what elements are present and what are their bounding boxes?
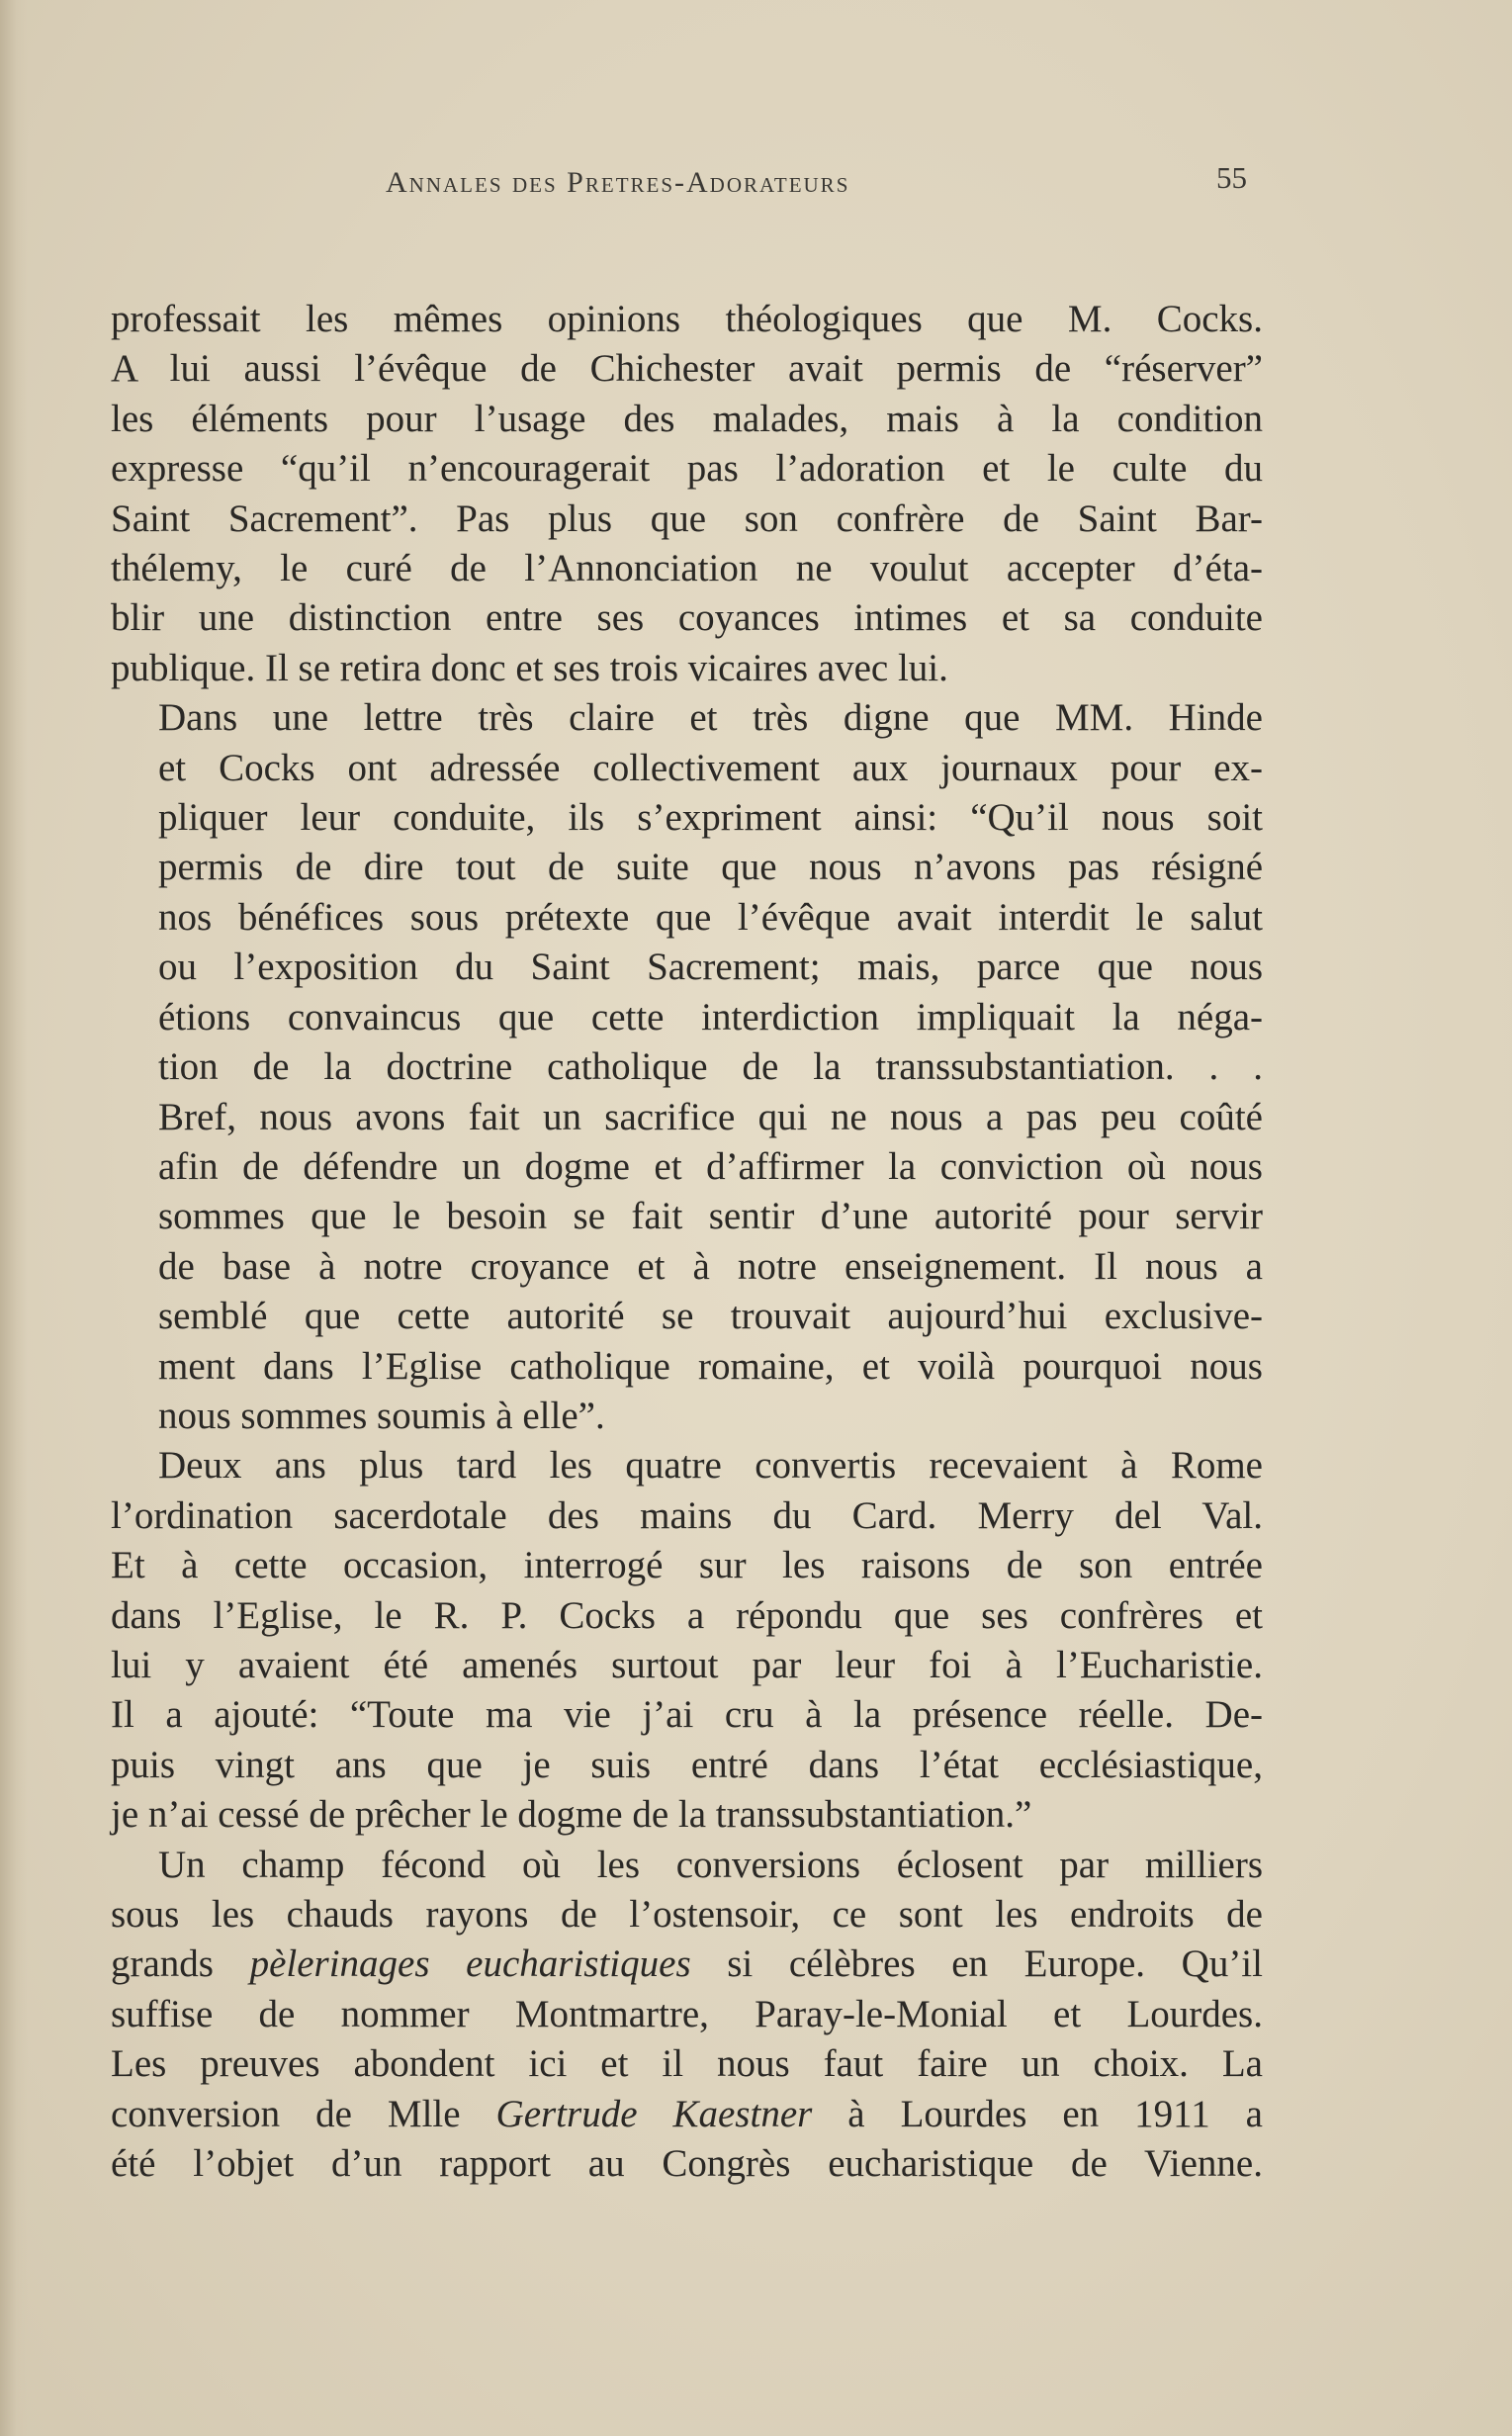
italic-name: Gertrude Kaestner	[495, 2092, 813, 2135]
text-line: été l’objet d’un rapport au Congrès eucharistique de Vienne.	[111, 2142, 1263, 2186]
text-line	[111, 1940, 1263, 1989]
text-line: les éléments pour l’usage des malades, mais à la condition	[111, 397, 1263, 440]
text-run: à Lourdes en 1911 a	[812, 2092, 1263, 2135]
text-line: semblé que cette autorité se trouvait aujourd’hui exclusive-	[158, 1295, 1263, 1338]
text-line: Dans une lettre très claire et très digne que MM. Hinde	[158, 696, 1263, 740]
text-line	[111, 2090, 1263, 2139]
page-number: 55	[1216, 160, 1247, 195]
text-line: A lui aussi l’évêque de Chichester avait permis de “réserver”	[111, 347, 1263, 391]
text-line: professait les mêmes opinions théologiques que M. Cocks.	[111, 298, 1263, 340]
text-line: je n’ai cessé de prêcher le dogme de la transsubstantiation.”	[111, 1793, 1032, 1837]
text-line: nos bénéfices sous prétexte que l’évêque avait interdit le salut	[158, 895, 1263, 939]
paragraph-2	[111, 693, 1263, 1441]
text-line: Saint Sacrement”. Pas plus que son confrère de Saint Bar-	[111, 496, 1263, 540]
text-line: blir une distinction entre ses coyances intimes et sa conduite	[111, 596, 1263, 640]
text-line: pliquer leur conduite, ils s’expriment ainsi: “Qu’il nous soit	[158, 796, 1263, 840]
paragraph-3	[111, 1441, 1263, 1840]
text-run: grands	[111, 1942, 250, 1986]
paragraph-1	[111, 295, 1263, 693]
body-text	[111, 295, 1263, 2189]
text-line: Et à cette occasion, interrogé sur les raisons de son entrée	[111, 1544, 1263, 1587]
running-title: Annales des Pretres-Adorateurs	[386, 166, 850, 199]
text-run: si célèbres en Europe. Qu’il	[690, 1942, 1263, 1986]
text-line: Deux ans plus tard les quatre convertis recevaient à Rome	[158, 1444, 1263, 1488]
text-line: Les preuves abondent ici et il nous faut faire un choix. La	[111, 2042, 1263, 2086]
text-line: Un champ fécond où les conversions éclosent par milliers	[158, 1843, 1263, 1886]
text-line: sommes que le besoin se fait sentir d’une autorité pour servir	[158, 1195, 1263, 1238]
text-line: nous sommes soumis à elle”.	[158, 1394, 605, 1437]
text-line: sous les chauds rayons de l’ostensoir, ce sont les endroits de	[111, 1893, 1263, 1936]
text-line: ment dans l’Eglise catholique romaine, et voilà pourquoi nous	[158, 1344, 1263, 1388]
text-line: expresse “qu’il n’encouragerait pas l’adoration et le culte du	[111, 447, 1263, 491]
paragraph-4	[111, 1841, 1263, 2190]
text-line: Il a ajouté: “Toute ma vie j’ai cru à la présence réelle. De-	[111, 1693, 1263, 1737]
text-run: conversion de Mlle	[111, 2092, 496, 2135]
text-line: l’ordination sacerdotale des mains du Card. Merry del Val.	[111, 1493, 1263, 1537]
text-line: et Cocks ont adressée collectivement aux journaux pour ex-	[158, 746, 1263, 789]
text-line: thélemy, le curé de l’Annonciation ne voulut accepter d’éta-	[111, 547, 1263, 590]
text-line: étions convaincus que cette interdiction impliquait la néga-	[158, 995, 1263, 1038]
text-line: tion de la doctrine catholique de la transsubstantiation. . .	[158, 1045, 1263, 1089]
text-line: permis de dire tout de suite que nous n’avons pas résigné	[158, 846, 1263, 889]
text-line: publique. Il se retira donc et ses trois vicaires avec lui.	[111, 646, 948, 689]
text-line: de base à notre croyance et à notre enseignement. Il nous a	[158, 1244, 1263, 1288]
text-line: dans l’Eglise, le R. P. Cocks a répondu que ses confrères et	[111, 1593, 1263, 1637]
text-line: Bref, nous avons fait un sacrifice qui ne nous a pas peu coûté	[158, 1095, 1263, 1138]
text-line: ou l’exposition du Saint Sacrement; mais, parce que nous	[158, 946, 1263, 989]
text-line: afin de défendre un dogme et d’affirmer la conviction où nous	[158, 1144, 1263, 1188]
text-line: suffise de nommer Montmartre, Paray-le-Monial et Lourdes.	[111, 1992, 1263, 2035]
text-line: puis vingt ans que je suis entré dans l’état ecclésiastique,	[111, 1743, 1263, 1786]
italic-phrase: pèlerinages eucharistiques	[249, 1942, 691, 1986]
text-line: lui y avaient été amenés surtout par leur foi à l’Eucharistie.	[111, 1643, 1263, 1686]
